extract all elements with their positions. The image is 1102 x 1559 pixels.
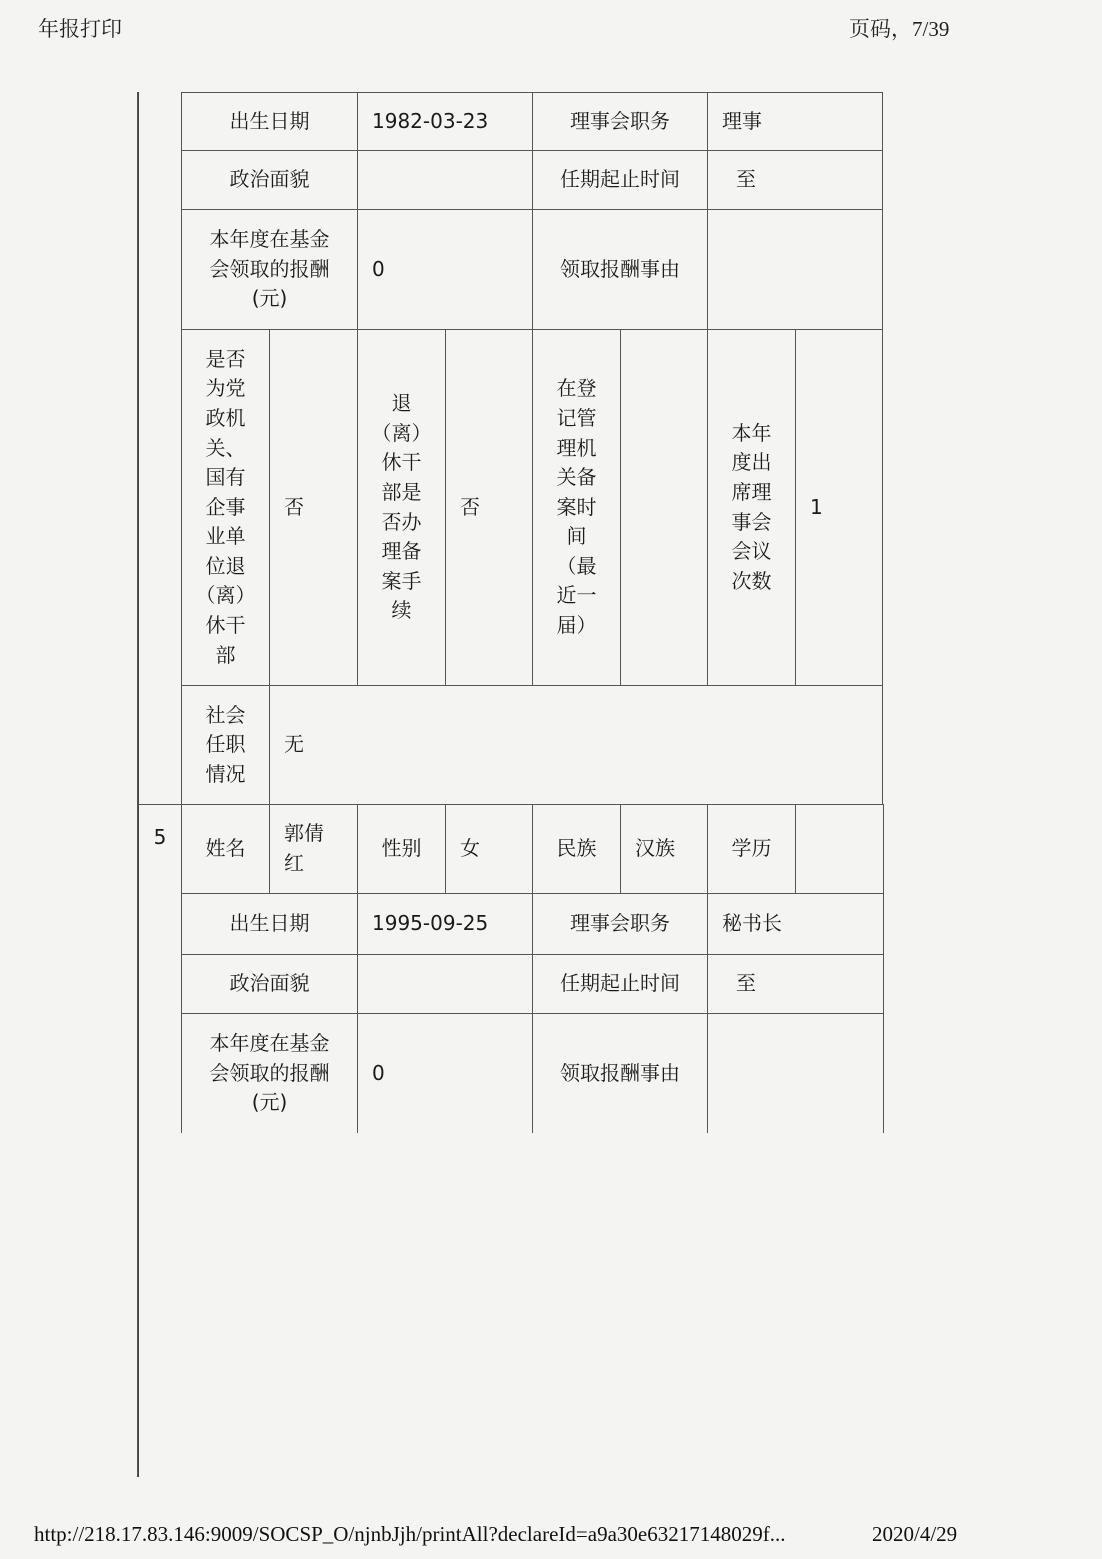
m5-pay-label (181, 1013, 358, 1133)
m5-ethnic-value: 汉族 (620, 804, 708, 894)
m5-pay-reason-label: 领取报酬事由 (532, 1013, 708, 1133)
m5-term-label: 任期起止时间 (532, 954, 708, 1014)
label-line: 任职 (205, 732, 246, 757)
label-line: 是否 (205, 346, 246, 371)
m4-role-label: 理事会职务 (532, 92, 708, 151)
label-line: 政机 (205, 405, 246, 430)
label-line: 会议 (731, 539, 772, 564)
page-number: 页码，7/39 (849, 17, 950, 41)
label-line: 位退 (205, 553, 246, 578)
m5-ethnic-label: 民族 (532, 804, 621, 894)
label-line: 在登 (556, 376, 597, 401)
label-line: 案手 (381, 568, 422, 593)
label-line: 会领取的报酬 (209, 256, 330, 281)
m4-term-label: 任期起止时间 (532, 150, 708, 210)
label-line: 为党 (205, 376, 246, 401)
label-line: 记管 (556, 405, 597, 430)
m4-attend-value: 1 (795, 329, 883, 686)
label-line: 退 (391, 391, 412, 416)
label-line: 案时 (556, 494, 597, 519)
label-line: 间 (566, 524, 587, 549)
label-line: 休干 (381, 450, 422, 475)
label-line: 度出 (731, 450, 772, 475)
label-line: (元) (251, 286, 288, 311)
label-line: 企事 (205, 494, 246, 519)
m4-social-value: 无 (269, 685, 883, 805)
m5-term-value: 至 (707, 954, 884, 1014)
m5-gender-label: 性别 (357, 804, 446, 894)
label-line: 会领取的报酬 (209, 1060, 330, 1085)
label-line: 业单 (205, 524, 246, 549)
label-line: （离） (195, 583, 256, 608)
label-line: 否办 (381, 509, 422, 534)
label-line: 部是 (381, 479, 422, 504)
label-line: 理机 (556, 435, 597, 460)
m4-pay-reason-value (707, 209, 883, 330)
m5-politics-value (357, 954, 533, 1014)
m5-politics-label: 政治面貌 (181, 954, 358, 1014)
label-line: 社会 (205, 702, 246, 727)
label-line: 理备 (381, 539, 422, 564)
m4-record-time-label (532, 329, 621, 686)
label-line: 本年度在基金 (209, 227, 330, 252)
m4-pay-reason-label: 领取报酬事由 (532, 209, 708, 330)
m4-birth-label: 出生日期 (181, 92, 358, 151)
m5-birth-value: 1995-09-25 (357, 893, 533, 955)
m4-pay-value: 0 (357, 209, 533, 330)
m4-pay-label (181, 209, 358, 330)
label-line: 次数 (731, 568, 772, 593)
label-line: 本年度在基金 (209, 1031, 330, 1056)
label-line: 关备 (556, 465, 597, 490)
m4-social-label (181, 685, 270, 805)
label-line: 届） (556, 613, 597, 638)
m4-filed-label (357, 329, 446, 686)
m4-politics-label: 政治面貌 (181, 150, 358, 210)
m5-edu-label: 学历 (707, 804, 796, 894)
m4-birth-value: 1982-03-23 (357, 92, 533, 151)
label-line: （离） (371, 420, 432, 445)
m4-retired-value: 否 (269, 329, 358, 686)
footer-url: http://218.17.83.146:9009/SOCSP_O/njnbJjh/printAll?declareId=a9a30e63217148029f... (34, 1522, 786, 1546)
label-line: 本年 (731, 420, 772, 445)
m4-record-time-value (620, 329, 708, 686)
label-line: (元) (251, 1090, 288, 1115)
label-line: 国有 (205, 465, 246, 490)
m4-politics-value (357, 150, 533, 210)
m5-role-value: 秘书长 (707, 893, 884, 955)
m5-name-value (269, 804, 358, 894)
label-line: 情况 (205, 761, 246, 786)
footer-date: 2020/4/29 (872, 1522, 958, 1546)
label-line: 关、 (205, 435, 246, 460)
label-line: 续 (391, 598, 412, 623)
label-line: 郭倩 (284, 821, 324, 846)
label-line: 休干 (205, 613, 246, 638)
m5-pay-value: 0 (357, 1013, 533, 1133)
label-line: 部 (215, 642, 236, 667)
m4-retired-label (181, 329, 270, 686)
m5-gender-value: 女 (445, 804, 533, 894)
m4-role-value: 理事 (707, 92, 883, 151)
label-line: 近一 (556, 583, 597, 608)
label-line: （最 (556, 553, 597, 578)
print-title: 年报打印 (38, 17, 122, 41)
m5-name-label: 姓名 (181, 804, 270, 894)
m5-edu-value (795, 804, 884, 894)
label-line: 席理 (731, 479, 772, 504)
m5-index: 5 (137, 804, 182, 1477)
label-line: 事会 (731, 509, 772, 534)
m4-index-column (137, 92, 182, 805)
m4-term-value: 至 (707, 150, 883, 210)
label-line: 红 (284, 851, 304, 875)
m4-attend-label (707, 329, 796, 686)
m5-pay-reason-value (707, 1013, 884, 1133)
m5-role-label: 理事会职务 (532, 893, 708, 955)
m5-birth-label: 出生日期 (181, 893, 358, 955)
m4-filed-value: 否 (445, 329, 533, 686)
